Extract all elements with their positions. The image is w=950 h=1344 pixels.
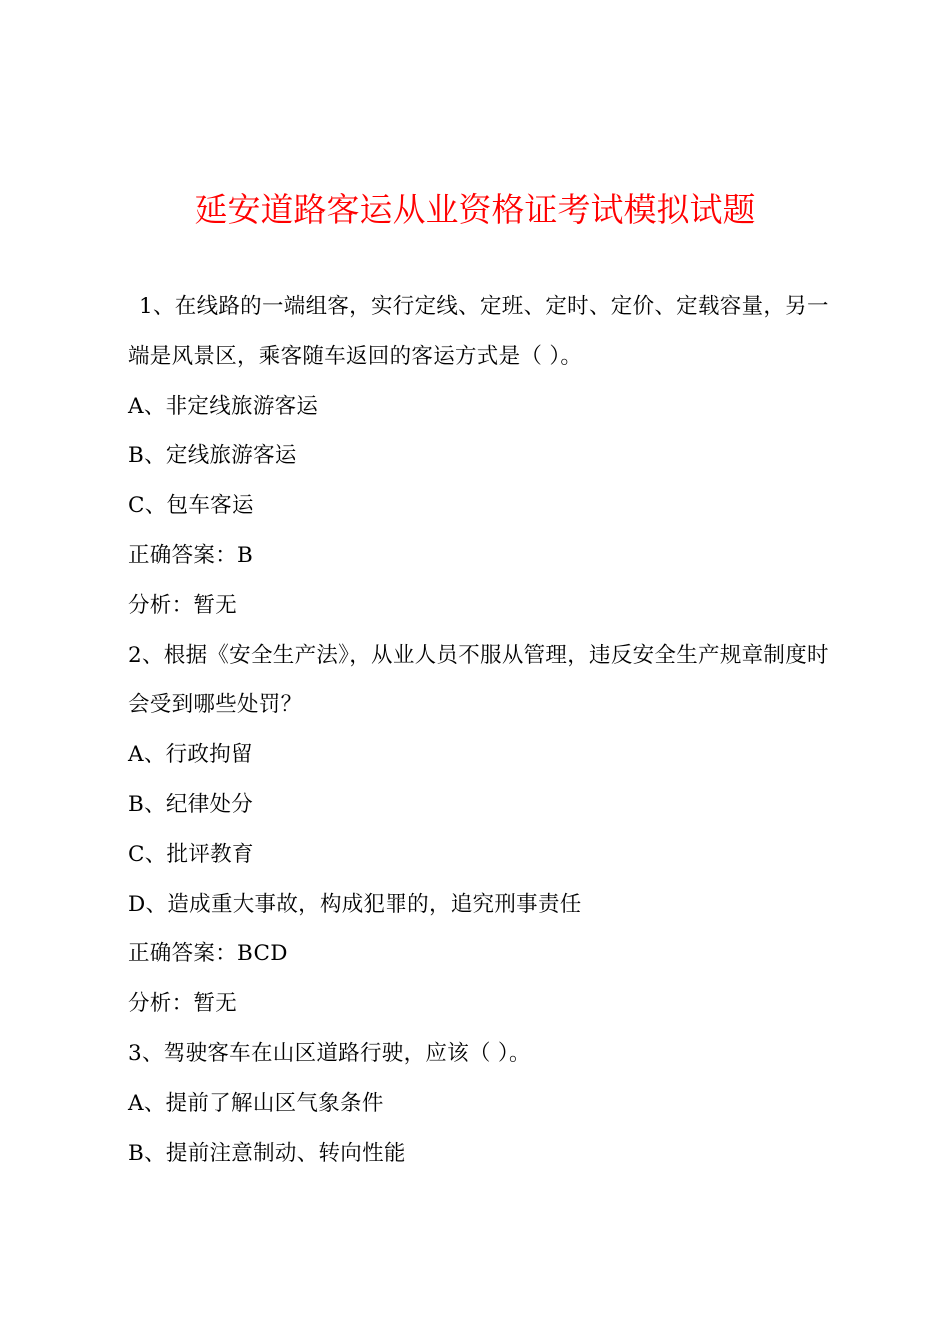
question-2-option-a: A、行政拘留 xyxy=(128,742,253,768)
question-2-option-b: B、纪律处分 xyxy=(128,791,254,817)
question-2-option-c: C、批评教育 xyxy=(128,841,254,867)
question-1-answer: 正确答案：B xyxy=(128,542,254,568)
question-1-option-a: A、非定线旅游客运 xyxy=(128,393,319,419)
question-2-analysis: 分析：暂无 xyxy=(128,991,238,1017)
document-title: 延安道路客运从业资格证考试模拟试题 xyxy=(194,190,756,229)
question-2-stem-line-1: 2、根据《安全生产法》，从业人员不服从管理，违反安全生产规章制度时 xyxy=(128,642,829,668)
question-2-answer: 正确答案：BCD xyxy=(128,941,288,967)
question-3-option-b: B、提前注意制动、转向性能 xyxy=(128,1140,406,1166)
question-3-option-a: A、提前了解山区气象条件 xyxy=(128,1090,384,1116)
question-1-option-c: C、包车客运 xyxy=(128,493,254,519)
question-2-option-d: D、造成重大事故，构成犯罪的，追究刑事责任 xyxy=(128,891,582,917)
question-2-stem-line-2: 会受到哪些处罚？ xyxy=(128,692,303,718)
question-1-stem-line-2: 端是风景区，乘客随车返回的客运方式是（ ）。 xyxy=(128,343,583,369)
question-list xyxy=(128,282,838,1178)
question-1-stem-line-1: 1、在线路的一端组客，实行定线、定班、定时、定价、定载容量，另一 xyxy=(139,294,829,319)
question-1-option-b: B、定线旅游客运 xyxy=(128,443,297,469)
question-3-stem-line-1: 3、驾驶客车在山区道路行驶，应该（ ）。 xyxy=(128,1040,531,1066)
question-1-analysis: 分析：暂无 xyxy=(128,592,238,618)
